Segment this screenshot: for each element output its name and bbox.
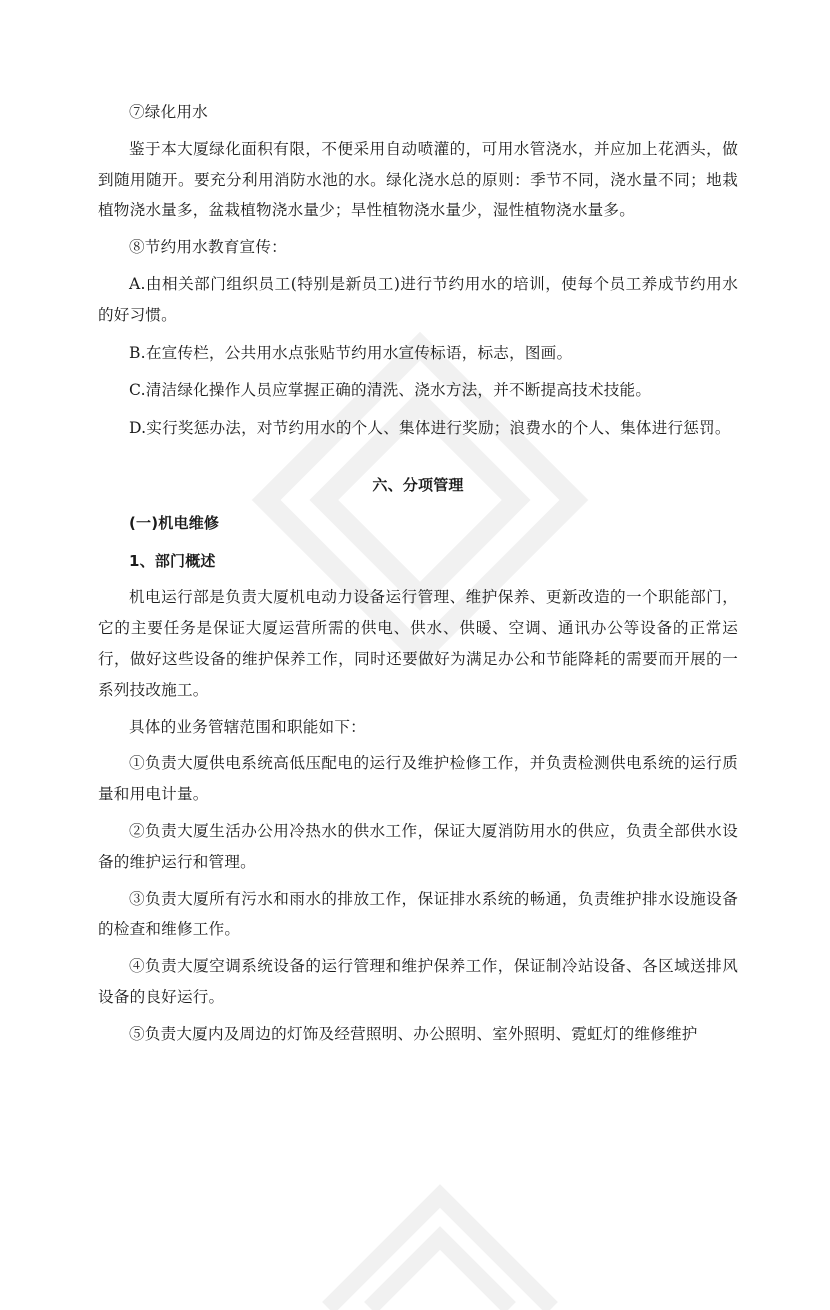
paragraph: D.实行奖惩办法，对节约用水的个人、集体进行奖励；浪费水的个人、集体进行惩罚。 [129, 419, 731, 438]
subheading: 1、部门概述 [129, 551, 216, 570]
paragraph: A.由相关部门组织员工(特别是新员工)进行节约用水的培训，使每个员工养成节约用水的好习惯。 [98, 274, 738, 324]
watermark-icon [300, 1110, 580, 1310]
paragraph: ②负责大厦生活办公用冷热水的供水工作，保证大厦消防用水的供应，负责全部供水设备的维护运行和管理。 [98, 821, 738, 871]
paragraph: C.清洁绿化操作人员应掌握正确的清洗、浇水方法，并不断提高技术技能。 [129, 381, 652, 400]
list-item-heading: ⑧节约用水教育宣传： [129, 238, 287, 257]
paragraph: ④负责大厦空调系统设备的运行管理和维护保养工作，保证制冷站设备、各区域送排风设备的良好运行。 [98, 957, 738, 1006]
paragraph: ③负责大厦所有污水和雨水的排放工作，保证排水系统的畅通，负责维护排水设施设备的检查和维修工作。 [98, 889, 738, 939]
paragraph: 具体的业务管辖范围和职能如下： [129, 717, 366, 736]
document-body [98, 97, 738, 1050]
paragraph: 鉴于本大厦绿化面积有限，不便采用自动喷灌的，可用水管浇水，并应加上花洒头，做到随用随开。要充分利用消防水池的水。绿化浇水总的原则：季节不同，浇水量不同；地栽植物浇水量多，盆栽植物浇水量少；旱性植物浇水量少，湿性植物浇水量多。 [98, 139, 738, 220]
paragraph: 机电运行部是负责大厦机电动力设备运行管理、维护保养、更新改造的一个职能部门，它的主要任务是保证大厦运营所需的供电、供水、供暖、空调、通讯办公等设备的正常运行，做好这些设备的维护保养工作，同时还要做好为满足办公和节能降耗的需要而开展的一系列技改施工。 [98, 588, 738, 699]
section-heading: 六、分项管理 [372, 475, 464, 494]
list-item-heading: ⑦绿化用水 [129, 103, 208, 121]
subheading: (一)机电维修 [129, 513, 220, 532]
paragraph: B.在宣传栏，公共用水点张贴节约用水宣传标语，标志，图画。 [129, 343, 573, 362]
paragraph: ①负责大厦供电系统高低压配电的运行及维护检修工作，并负责检测供电系统的运行质量和用电计量。 [98, 754, 738, 804]
paragraph: ⑤负责大厦内及周边的灯饰及经营照明、办公照明、室外照明、霓虹灯的维修维护 [129, 1024, 698, 1043]
